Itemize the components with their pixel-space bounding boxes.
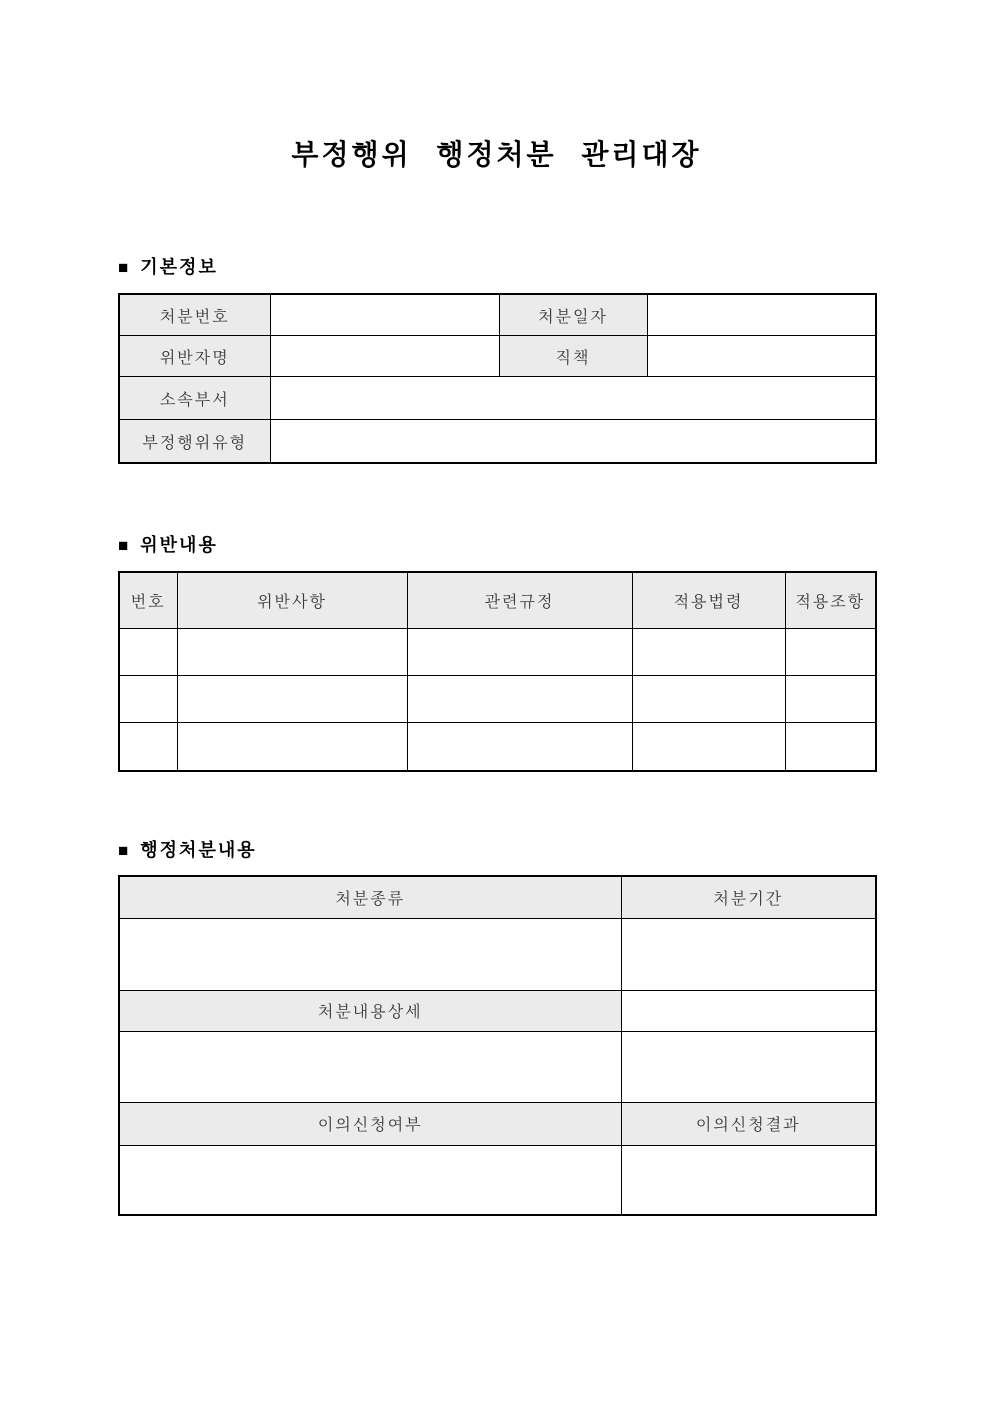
label-disposition-type: 처분종류 [119,876,621,918]
table-row [119,990,876,1031]
basic-info-heading [118,258,875,278]
table-row [119,918,876,990]
section-basic-info [118,258,875,464]
violations-cell [632,629,785,676]
field-disposition-detail [119,1031,621,1102]
violations-cell [632,676,785,723]
violations-cell [785,723,876,771]
document-title: 부정행위 행정처분 관리대장 [291,139,702,170]
section-disposition [118,841,875,1217]
field-disposition-period [621,918,876,990]
violations-heading [118,536,875,556]
violations-header-article: 적용조항 [785,572,876,629]
label-misconduct-type: 부정행위유형 [119,420,270,463]
violations-header-regulation: 관련규정 [407,572,632,629]
basic-info-heading-label: 기본정보 [140,257,218,277]
table-row [119,377,876,420]
violations-cell [632,723,785,771]
label-objection-result: 이의신청결과 [621,1102,876,1145]
violations-cell [407,676,632,723]
label-disposition-date: 처분일자 [499,294,647,336]
violations-table [118,571,877,772]
violations-cell [119,676,177,723]
label-department: 소속부서 [119,377,270,420]
violations-cell [119,723,177,771]
label-disposition-detail: 처분내용상세 [119,990,621,1031]
field-disposition-date [647,294,876,336]
table-row [119,294,876,336]
field-violator-name [270,336,499,377]
field-detail-side [621,990,876,1031]
violations-cell [177,723,407,771]
violations-cell [177,676,407,723]
table-row [119,1145,876,1215]
field-disposition-type [119,918,621,990]
violations-header-law: 적용법령 [632,572,785,629]
violations-cell [177,629,407,676]
label-disposition-no: 처분번호 [119,294,270,336]
basic-info-table [118,293,877,464]
label-disposition-period: 처분기간 [621,876,876,918]
table-row [119,336,876,377]
table-row [119,676,876,723]
table-header-row [119,1102,876,1145]
violations-header-violation: 위반사항 [177,572,407,629]
disposition-table [118,875,877,1216]
square-bullet-icon: ■ [118,258,131,278]
field-objection-filed [119,1145,621,1215]
violations-cell [407,723,632,771]
label-position: 직책 [499,336,647,377]
disposition-heading [118,841,875,861]
section-violations [118,536,875,772]
violations-heading-label: 위반내용 [140,534,218,555]
violations-cell [785,676,876,723]
violations-cell [407,629,632,676]
violations-cell [119,629,177,676]
table-row [119,1031,876,1102]
field-objection-result [621,1145,876,1215]
table-header-row [119,876,876,918]
label-violator-name: 위반자명 [119,336,270,377]
table-header-row [119,572,876,629]
square-bullet-icon: ■ [118,840,131,860]
violations-header-no: 번호 [119,572,177,629]
square-bullet-icon: ■ [118,536,131,556]
table-row [119,420,876,463]
label-objection-filed: 이의신청여부 [119,1102,621,1145]
field-disposition-no [270,294,499,336]
field-detail-side-2 [621,1031,876,1102]
table-row [119,629,876,676]
table-row [119,723,876,771]
field-misconduct-type [270,420,876,463]
field-department [270,377,876,420]
field-position [647,336,876,377]
violations-cell [785,629,876,676]
disposition-heading-label: 행정처분내용 [140,839,257,860]
